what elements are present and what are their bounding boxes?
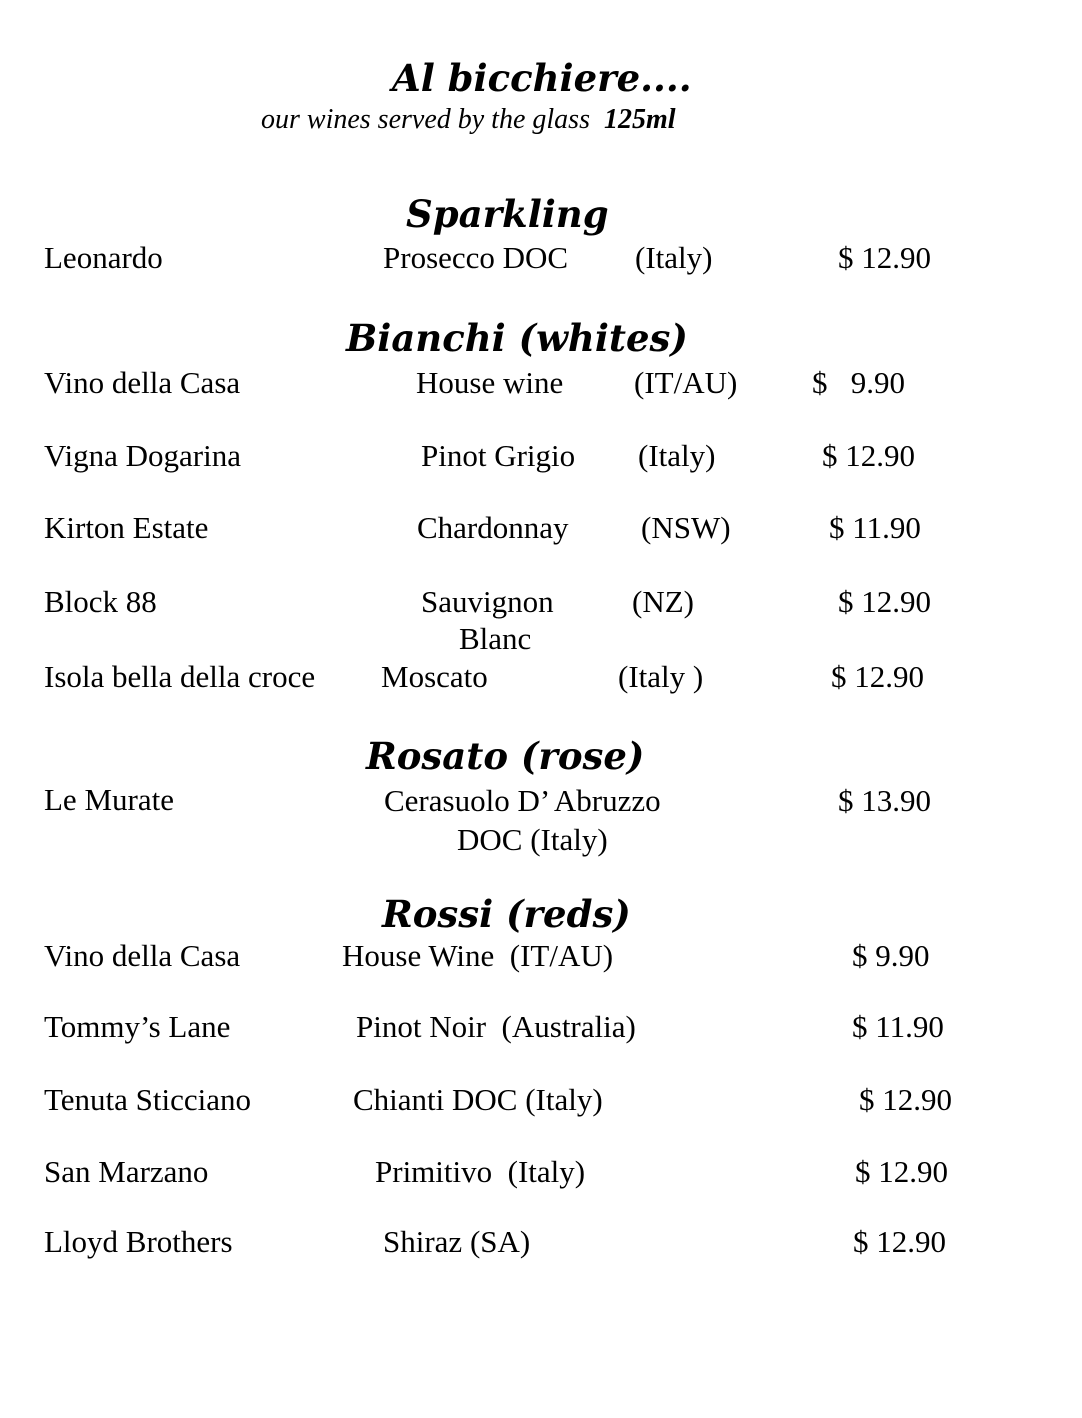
wine-name: Cerasuolo D’ Abruzzo [384, 783, 661, 818]
section-heading-reds: Rossi (reds) [382, 892, 631, 936]
wine-producer: Vino della Casa [44, 938, 241, 973]
section-heading-whites: Bianchi (whites) [346, 316, 688, 360]
wine-name: Chianti DOC (Italy) [353, 1082, 603, 1117]
wine-producer: Tommy’s Lane [44, 1009, 231, 1044]
wine-origin: (Italy) [638, 438, 716, 473]
wine-price: $ 11.90 [829, 510, 921, 545]
wine-price: $ 13.90 [838, 783, 931, 818]
wine-price: $ 12.90 [855, 1154, 948, 1189]
page-subtitle [261, 106, 676, 134]
wine-producer: Block 88 [44, 584, 157, 619]
wine-name-line2: DOC (Italy) [457, 822, 608, 857]
wine-producer: Kirton Estate [44, 510, 209, 545]
wine-origin: (NSW) [641, 510, 731, 545]
wine-origin: (IT/AU) [634, 365, 738, 400]
wine-name: House Wine (IT/AU) [342, 938, 614, 973]
wine-price: $ 12.90 [831, 659, 924, 694]
wine-name: Primitivo (Italy) [375, 1154, 586, 1189]
wine-name: Sauvignon [421, 584, 554, 619]
wine-producer: Vigna Dogarina [44, 438, 241, 473]
section-heading-rose: Rosato (rose) [366, 734, 645, 778]
page-title: Al bicchiere.... [392, 56, 692, 100]
wine-price: $ 12.90 [838, 240, 931, 275]
wine-price: $ 12.90 [859, 1082, 952, 1117]
wine-origin: (NZ) [632, 584, 694, 619]
wine-name-line2: Blanc [459, 621, 532, 656]
wine-price: $ 12.90 [838, 584, 931, 619]
wine-origin: (Italy ) [618, 659, 704, 694]
wine-price: $ 12.90 [853, 1224, 946, 1259]
wine-name: Prosecco DOC [383, 240, 569, 275]
wine-producer: Lloyd Brothers [44, 1224, 233, 1259]
wine-producer: San Marzano [44, 1154, 209, 1189]
wine-name: Shiraz (SA) [383, 1224, 531, 1259]
wine-price: $ 9.90 [812, 365, 905, 400]
wine-producer: Isola bella della croce [44, 659, 316, 694]
wine-price: $ 11.90 [852, 1009, 944, 1044]
wine-origin: (Italy) [635, 240, 713, 275]
section-heading-sparkling: Sparkling [406, 192, 609, 236]
wine-producer: Leonardo [44, 240, 163, 275]
wine-name: Pinot Noir (Australia) [356, 1009, 636, 1044]
wine-producer: Tenuta Sticciano [44, 1082, 252, 1117]
subtitle-glass-size: 125ml [603, 104, 676, 135]
subtitle-text: our wines served by the glass [261, 104, 590, 135]
wine-price: $ 9.90 [852, 938, 930, 973]
wine-name: Pinot Grigio [421, 438, 576, 473]
wine-producer: Vino della Casa [44, 365, 241, 400]
wine-name: Chardonnay [417, 510, 569, 545]
wine-price: $ 12.90 [822, 438, 915, 473]
wine-producer: Le Murate [44, 782, 174, 817]
wine-name: Moscato [381, 659, 488, 694]
wine-name: House wine [416, 365, 564, 400]
